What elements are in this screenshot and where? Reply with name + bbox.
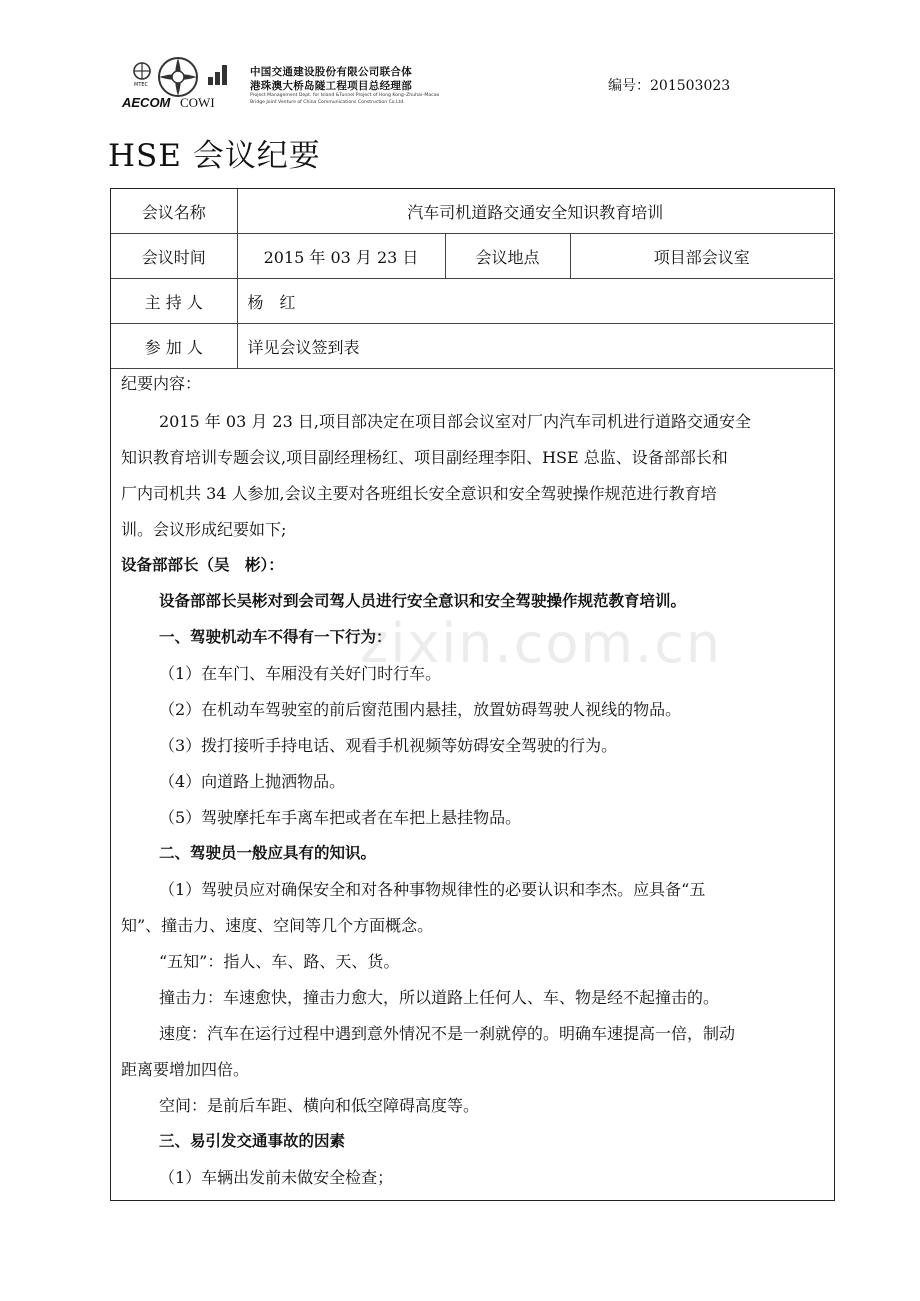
paragraph-line: 距离要增加四倍。 [121,1060,250,1079]
speaker-heading: 设备部部长（吴 彬）： [121,556,284,574]
watermark: zixin.com.cn [360,612,723,675]
company-logos [122,55,234,115]
speaker-intro: 设备部部长吴彬对到会司驾人员进行安全意识和安全驾驶操作规范教育培训。 [159,592,687,610]
paragraph-line: 知”、撞击力、速度、空间等几个方面概念。 [121,916,434,935]
organization-name [250,65,490,106]
meeting-time-label: 会议时间 [111,234,237,279]
paragraph-line: 厂内司机共 34 人参加,会议主要对各班组长安全意识和安全驾驶操作规范进行教育培 [121,484,717,503]
paragraph-line: 训。会议形成纪要如下; [121,520,287,539]
content-heading: 纪要内容： [121,374,202,393]
section-1-title: 一、驾驶机动车不得有一下行为： [159,628,392,646]
list-item: （1）在车门、车厢没有关好门时行车。 [159,664,442,683]
logo-cowi: COWI [180,95,215,110]
meeting-time-value: 2015 年 03 月 23 日 [237,234,445,279]
org-name-en-line1: Project Management Dept. for Island &Tunnel Project of Hong Kong–Zhuhai–Macao [250,93,440,98]
list-item: （2）在机动车驾驶室的前后窗范围内悬挂，放置妨碍驾驶人视线的物品。 [159,700,682,719]
paragraph-line: 速度：汽车在运行过程中遇到意外情况不是一刹就停的。明确车速提高一倍，制动 [159,1024,736,1043]
row-meeting-name [111,189,833,234]
attendees-label: 参 加 人 [111,324,237,369]
attendees-value: 详见会议签到表 [237,324,833,369]
org-name-en-line2: Bridge Joint Venture of China Communications Construction Co.Ltd. [250,99,405,105]
meeting-name-value: 汽车司机道路交通安全知识教育培训 [237,189,833,234]
document-title: HSE 会议纪要 [108,138,321,174]
org-name-cn-line1: 中国交通建设股份有限公司联合体 [250,66,412,78]
page-header [122,55,842,115]
paragraph-line: 空间：是前后车距、横向和低空障碍高度等。 [159,1096,480,1115]
list-item: （4）向道路上抛洒物品。 [159,772,346,791]
logo-small-label: MTEC [134,82,149,88]
org-name-cn-line2: 港珠澳大桥岛隧工程项目总经理部 [250,80,412,92]
meeting-place-label: 会议地点 [445,234,570,279]
paragraph-line: （1）驾驶员应对确保安全和对各种事物规律性的必要认识和李杰。应具备“五 [159,880,706,899]
list-item: （1）车辆出发前未做安全检查； [159,1168,394,1187]
paragraph-line: 撞击力：车速愈快，撞击力愈大，所以道路上任何人、车、物是经不起撞击的。 [159,988,720,1007]
row-attendees [111,324,833,369]
logo-aecom: AECOM [122,95,171,110]
minutes-form [110,188,835,1201]
row-meeting-time [111,234,833,279]
meeting-place-value: 项目部会议室 [570,234,833,279]
section-2-title: 二、驾驶员一般应具有的知识。 [159,844,377,862]
meeting-info-table [111,189,833,369]
list-item: （5）驾驶摩托车手离车把或者在车把上悬挂物品。 [159,808,522,827]
meeting-name-label: 会议名称 [111,189,237,234]
paragraph-line: “五知”：指人、车、路、天、货。 [159,952,400,971]
paragraph-line: 知识教育培训专题会议,项目副经理杨红、项目副经理李阳、HSE 总监、设备部部长和 [121,448,728,467]
list-item: （3）拨打接听手持电话、观看手机视频等妨碍安全驾驶的行为。 [159,736,618,755]
host-value: 杨 红 [237,279,833,324]
row-host [111,279,833,324]
section-3-title: 三、易引发交通事故的因素 [159,1132,346,1150]
paragraph-line: 2015 年 03 月 23 日,项目部决定在项目部会议室对厂内汽车司机进行道路交通安全 [159,412,751,431]
document-serial-number: 编号：201503023 [608,78,731,94]
host-label: 主 持 人 [111,279,237,324]
